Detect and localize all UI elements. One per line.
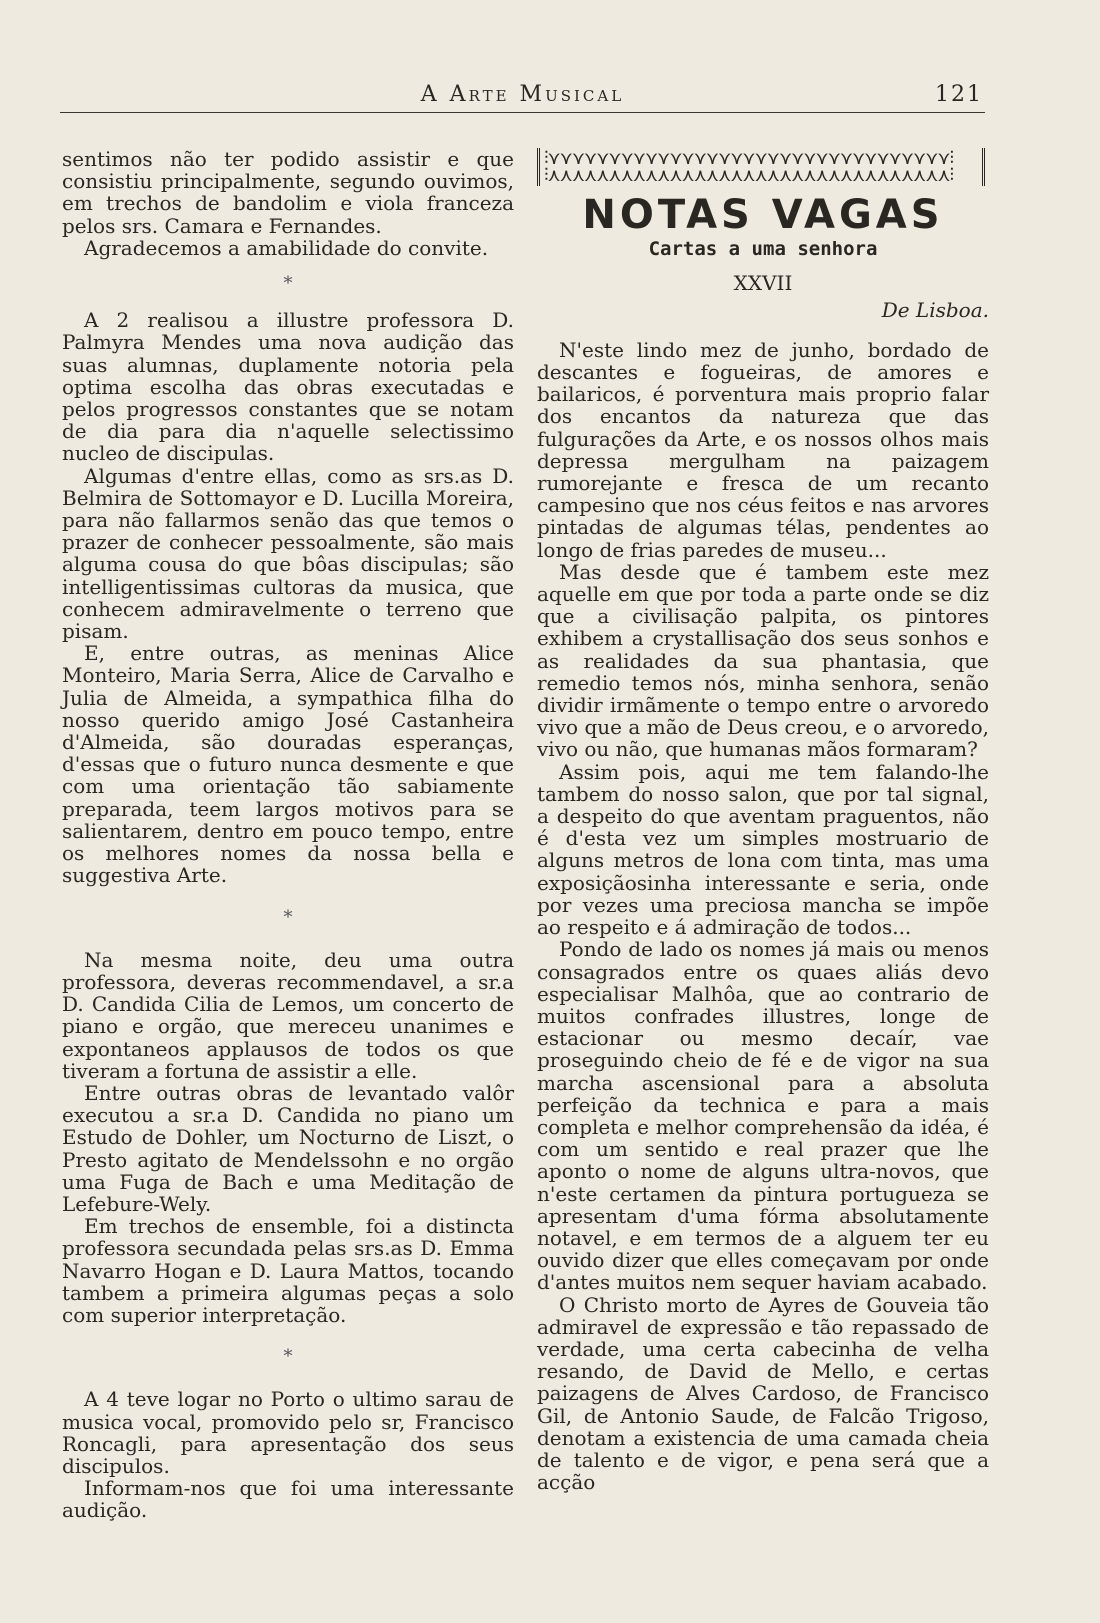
- dateline-place: De Lisboa.: [881, 297, 989, 322]
- paragraph: Informam-nos que foi uma interessante audição.: [62, 1476, 514, 1523]
- paragraph: N'este lindo mez de junho, bordado de descantes e fogueiras, de amores e bailaricos, é porventura mais proprio falar dos encantos da natureza que das fulgurações da Arte, e os nossos olhos mais depressa mergulham na paizagem rumorejante e fresca de um recanto campesino que nos céus feitos e nas arvores pintadas de algumas télas, pendentes ao longo de frias paredes de museu...: [537, 337, 989, 562]
- paragraph: Assim pois, aqui me tem falando-lhe tambem do nosso salon, que por tal signal, a despeito do que aventam praguentos, não é d'esta vez um simples mostruario de alguns metros de lona com tinta, mas uma exposiçãosinha interessante e seria, onde por vezes uma preciosa mancha se impõe ao respeito e á admiração de todos...: [537, 759, 989, 940]
- section-separator-asterisk: *: [283, 1346, 293, 1368]
- section-subtitle: Cartas a uma senhora: [648, 238, 878, 261]
- page-number: 121: [935, 82, 983, 107]
- paragraph: A 2 realisou a illustre professora D. Palmyra Mendes uma nova audição das suas alumnas, duplamente notoria pela optima escolha das obras executadas e pelos progressos constantes que se notam de dia para dia n'aquelle selectissimo nucleo de discipulas.: [62, 308, 514, 466]
- paragraph: Mas desde que é tambem este mez aquelle em que por toda a parte onde se diz que a civilisação palpita, os pintores exhibem a crystallisação dos seus sonhos e as realidades da sua phantasia, que remedio temos nós, minha senhora, senão dividir irmãmente o tempo entre o arvoredo vivo que a mão de Deus creou, e o arvoredo, vivo ou não, que humanas mãos formaram?: [537, 559, 989, 762]
- paragraph: Na mesma noite, deu uma outra professora, deveras recommendavel, a sr.a D. Candida Cilia de Lemos, um concerto de piano e orgão, que mereceu unanimes e expontaneos applausos de todos os que tiveram a fortuna de assistir a elle.: [62, 947, 514, 1083]
- running-header: [60, 82, 985, 113]
- paragraph: E, entre outras, as meninas Alice Monteiro, Maria Serra, Alice de Carvalho e Julia de Almeida, a sympathica filha do nosso querido amigo José Castanheira d'Almeida, são douradas esperanças, d'essas que o futuro nunca desmente e que com uma orientação tão sabiamente preparada, teem largos motivos para se salientarem, dentro em pouco tempo, entre os melhores nomes da nossa bella e suggestiva Arte.: [62, 641, 514, 888]
- left-column: [62, 148, 514, 1522]
- section-title: NOTAS VAGAS: [582, 192, 944, 238]
- right-column: [537, 148, 989, 1493]
- section-separator-asterisk: *: [283, 906, 293, 928]
- paragraph: sentimos não ter podido assistir e que consistiu principalmente, segundo ouvimos, em trechos de bandolim e viola franceza pelos srs. Camara e Fernandes.: [62, 147, 514, 238]
- paragraph: Pondo de lado os nomes já mais ou menos consagrados entre os quaes aliás devo especialisar Malhôa, que ao contrario de muitos confrades illustres, longe de estacionar ou mesmo decaír, vae proseguindo cheio de fé e de vigor na sua marcha ascensional para a absoluta perfeição da technica e para a mais completa e melhor comprehensão da idéa, é com um sentido e real prazer que lhe aponto o nome de alguns ultra-novos, que n'este certamen da pintura portugueza se apresentam d'uma fórma absolutamente notavel, e em termos de a alguem ter eu ouvido dizer que elles começavam por onde d'antes muitos nem sequer haviam acabado.: [537, 937, 989, 1295]
- ornament-row-top: ⫶⋎⋎⋎⋎⋎⋎⋎⋎⋎⋎⋎⋎⋎⋎⋎⋎⋎⋎⋎⋎⋎⋎⋎⋎⋎⋎⋎⋎⋎⋎⋎⋎⋎⫶: [544, 148, 954, 169]
- paragraph: Algumas d'entre ellas, como as srs.as D. Belmira de Sottomayor e D. Lucilla Moreira, para não fallarmos senão das que temos o prazer de conhecer pessoalmente, são mais alguma cousa do que bôas discipulas; são intelligentissimas cultoras da musica, que conhecem admiravelmente o terreno que pisam.: [62, 463, 514, 644]
- decorative-border-ornament: [537, 148, 985, 186]
- journal-title: A Arte Musical: [420, 82, 625, 107]
- paragraph: A 4 teve logar no Porto o ultimo sarau de musica vocal, promovido pelo sr, Francisco Roncagli, para apresentação dos seus discipulos.: [62, 1387, 514, 1478]
- section-separator-asterisk: *: [283, 273, 293, 295]
- ornament-row-bottom: ⫶⋏⋏⋏⋏⋏⋏⋏⋏⋏⋏⋏⋏⋏⋏⋏⋏⋏⋏⋏⋏⋏⋏⋏⋏⋏⋏⋏⋏⋏⋏⋏⋏⋏⫶: [544, 165, 954, 186]
- paragraph: Agradecemos a amabilidade do convite.: [84, 235, 489, 260]
- paragraph: O Christo morto de Ayres de Gouveia tão admiravel de expressão e tão repassado de verdade, uma certa cabecinha de velha resando, de David de Mello, e certas paizagens de Alves Cardoso, de Francisco Gil, de Antonio Saude, de Falcão Trigoso, denotam a existencia de uma camada cheia de talento e de vigor, e pena será que a acção: [537, 1292, 989, 1495]
- paragraph: Em trechos de ensemble, foi a distincta professora secundada pelas srs.as D. Emma Navarro Hogan e D. Laura Mattos, tocando tambem a primeira algumas peças a solo com superior interpretação.: [62, 1214, 514, 1327]
- letter-number: XXVII: [733, 271, 793, 296]
- paragraph: Entre outras obras de levantado valôr executou a sr.a D. Candida no piano um Estudo de Dohler, um Nocturno de Liszt, o Presto agitato de Mendelssohn e no orgão uma Fuga de Bach e uma Meditação de Lefebure-Wely.: [62, 1080, 514, 1216]
